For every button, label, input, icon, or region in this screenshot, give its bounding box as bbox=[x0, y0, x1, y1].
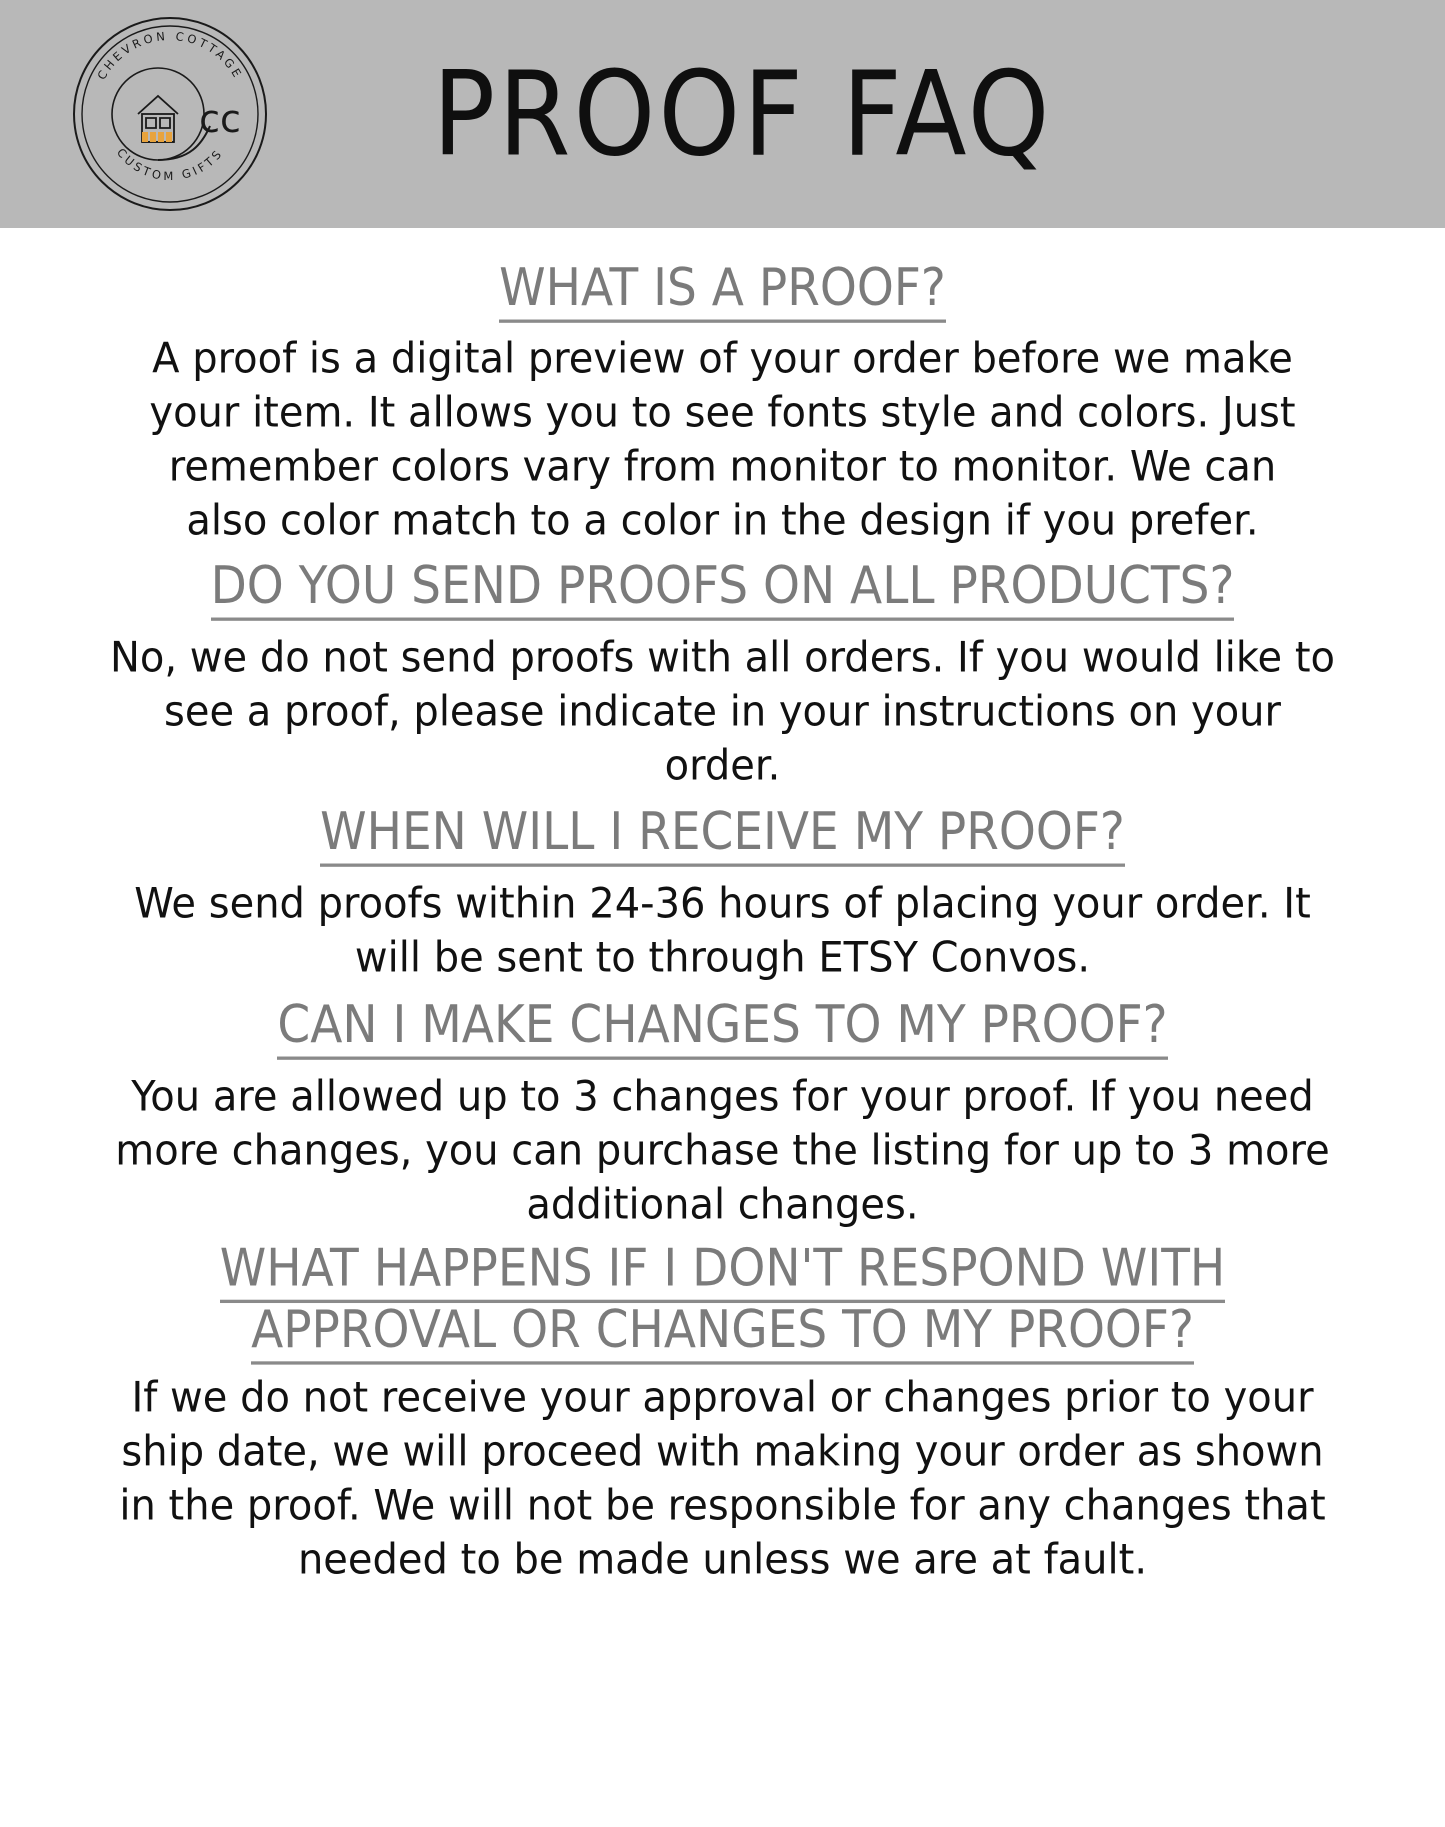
svg-text:CUSTOM GIFTS: CUSTOM GIFTS bbox=[113, 145, 227, 184]
faq-question-line: WHAT HAPPENS IF I DON'T RESPOND WITH bbox=[220, 1241, 1226, 1302]
svg-text:CHEVRON COTTAGE: CHEVRON COTTAGE bbox=[94, 28, 246, 83]
faq-question bbox=[78, 257, 1368, 322]
header-band bbox=[0, 0, 1445, 228]
faq-question-line: CAN I MAKE CHANGES TO MY PROOF? bbox=[277, 998, 1167, 1059]
faq-answer: You are allowed up to 3 changes for your proof. If you need more changes, you can purchase the listing for up to 3 more additional changes. bbox=[115, 1073, 1330, 1229]
faq-item bbox=[60, 257, 1385, 545]
faq-answer: A proof is a digital preview of your order before we make your item. It allows you to see fonts style and colors. Just remember colors vary from monitor to monitor. We can also color match to a color in the design if you prefer. bbox=[149, 334, 1296, 545]
faq-question-line: DO YOU SEND PROOFS ON ALL PRODUCTS? bbox=[211, 559, 1235, 620]
faq-answer: If we do not receive your approval or changes prior to your ship date, we will proceed with making your order as shown in the proof. We will not be responsible for any changes that needed to be made unless we are at fault. bbox=[119, 1373, 1326, 1584]
faq-question bbox=[60, 1238, 1385, 1364]
faq-answer: No, we do not send proofs with all orders. If you would like to see a proof, please indicate in your instructions on your order. bbox=[109, 633, 1336, 790]
page-title: PROOF FAQ bbox=[432, 45, 1053, 183]
faq-question-line: WHEN WILL I RECEIVE MY PROOF? bbox=[320, 805, 1125, 866]
faq-question-line: APPROVAL OR CHANGES TO MY PROOF? bbox=[251, 1303, 1194, 1364]
faq-item bbox=[60, 995, 1385, 1229]
faq-item bbox=[60, 801, 1385, 984]
faq-question bbox=[78, 801, 1368, 866]
faq-question bbox=[60, 555, 1385, 620]
faq-item bbox=[60, 1238, 1385, 1584]
faq-item bbox=[60, 555, 1385, 790]
faq-list bbox=[0, 228, 1445, 1641]
faq-question bbox=[78, 995, 1368, 1059]
faq-question-line: WHAT IS A PROOF? bbox=[499, 261, 946, 322]
svg-text:cc: cc bbox=[199, 97, 241, 141]
faq-answer: We send proofs within 24-36 hours of placing your order. It will be sent to through ETSY Convos. bbox=[134, 880, 1311, 983]
